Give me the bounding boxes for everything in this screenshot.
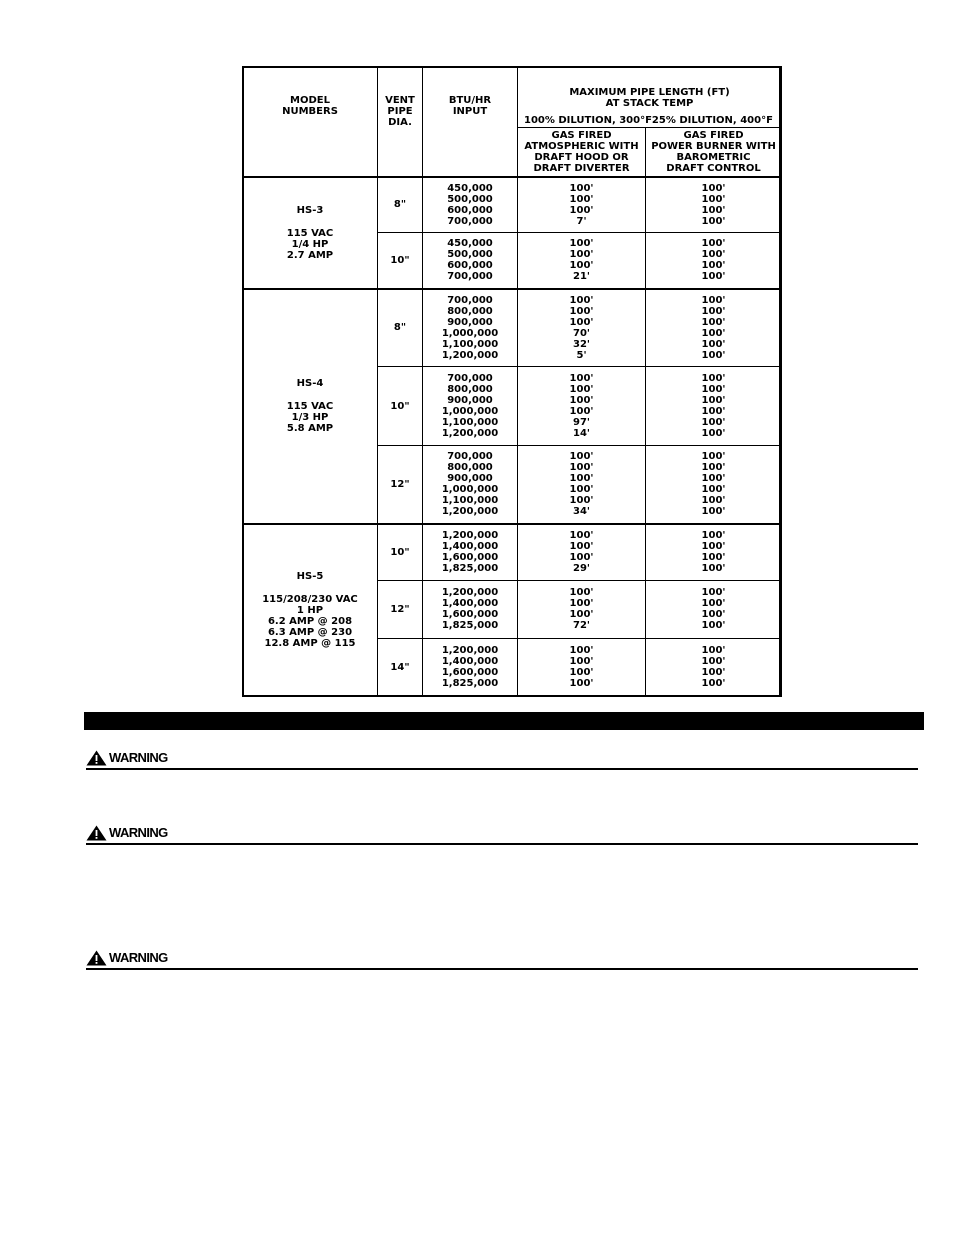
- atmospheric-length-cell: 100' 100' 100' 21': [518, 232, 646, 288]
- power-burner-length-cell: 100' 100' 100' 100': [646, 524, 782, 581]
- table-row: [243, 177, 782, 232]
- warning-triangle-icon: [86, 950, 107, 966]
- section-header-bar: [84, 712, 924, 730]
- header-model-numbers: MODEL NUMBERS: [243, 67, 378, 178]
- header-gas-fired-atmospheric: GAS FIRED ATMOSPHERIC WITH DRAFT HOOD OR DRAFT DIVERTER: [518, 128, 646, 177]
- btu-input-cell: 700,000 800,000 900,000 1,000,000 1,100,000 1,200,000: [423, 445, 518, 523]
- vent-diameter-cell: 12": [378, 445, 423, 523]
- power-burner-length-cell: 100' 100' 100' 100': [646, 232, 782, 288]
- table-row: [243, 289, 782, 367]
- model-cell: [243, 524, 378, 697]
- model-number: HS-5: [296, 571, 324, 583]
- vent-diameter-cell: 8": [378, 289, 423, 367]
- table-row: [243, 524, 782, 581]
- atmospheric-length-cell: 100' 100' 100' 7': [518, 177, 646, 232]
- btu-input-cell: 700,000 800,000 900,000 1,000,000 1,100,000 1,200,000: [423, 289, 518, 367]
- header-dilution: 100% DILUTION, 300°F25% DILUTION, 400°F: [518, 115, 782, 128]
- model-number: HS-3: [296, 204, 324, 216]
- model-cell: [243, 289, 378, 524]
- warning-label: WARNING: [109, 825, 168, 840]
- model-cell: [243, 177, 378, 289]
- header-gas-fired-power-burner: GAS FIRED POWER BURNER WITH BAROMETRIC DRAFT CONTROL: [646, 128, 782, 177]
- atmospheric-length-cell: 100' 100' 100' 70' 32' 5': [518, 289, 646, 367]
- atmospheric-length-cell: 100' 100' 100' 100': [518, 638, 646, 696]
- vent-diameter-cell: 14": [378, 638, 423, 696]
- power-burner-length-cell: 100' 100' 100' 100' 100' 100': [646, 289, 782, 367]
- warning-label: WARNING: [109, 750, 168, 765]
- atmospheric-length-cell: 100' 100' 100' 72': [518, 581, 646, 638]
- power-burner-length-cell: 100' 100' 100' 100': [646, 638, 782, 696]
- model-electrical-spec: 115 VAC 1/3 HP 5.8 AMP: [286, 401, 334, 435]
- power-burner-length-cell: 100' 100' 100' 100' 100' 100': [646, 445, 782, 523]
- warning-heading-3: [86, 950, 918, 970]
- vent-pipe-length-table: [242, 66, 782, 697]
- warning-heading-1: [86, 750, 918, 770]
- atmospheric-length-cell: 100' 100' 100' 100' 97' 14': [518, 367, 646, 445]
- btu-input-cell: 1,200,000 1,400,000 1,600,000 1,825,000: [423, 638, 518, 696]
- vent-diameter-cell: 10": [378, 232, 423, 288]
- btu-input-cell: 1,200,000 1,400,000 1,600,000 1,825,000: [423, 581, 518, 638]
- btu-input-cell: 450,000 500,000 600,000 700,000: [423, 177, 518, 232]
- header-vent-pipe-dia: VENT PIPE DIA.: [378, 67, 423, 178]
- model-number: HS-4: [296, 378, 324, 390]
- model-electrical-spec: 115 VAC 1/4 HP 2.7 AMP: [286, 227, 334, 261]
- warning-triangle-icon: [86, 750, 107, 766]
- warning-heading-2: [86, 825, 918, 845]
- model-electrical-spec: 115/208/230 VAC 1 HP 6.2 AMP @ 208 6.3 AMP @ 230 12.8 AMP @ 115: [262, 594, 358, 650]
- atmospheric-length-cell: 100' 100' 100' 100' 100' 34': [518, 445, 646, 523]
- power-burner-length-cell: 100' 100' 100' 100': [646, 581, 782, 638]
- header-btu-input: BTU/HR INPUT: [423, 67, 518, 178]
- warning-triangle-icon: [86, 825, 107, 841]
- btu-input-cell: 1,200,000 1,400,000 1,600,000 1,825,000: [423, 524, 518, 581]
- power-burner-length-cell: 100' 100' 100' 100': [646, 177, 782, 232]
- vent-diameter-cell: 10": [378, 524, 423, 581]
- warning-label: WARNING: [109, 950, 168, 965]
- btu-input-cell: 700,000 800,000 900,000 1,000,000 1,100,000 1,200,000: [423, 367, 518, 445]
- btu-input-cell: 450,000 500,000 600,000 700,000: [423, 232, 518, 288]
- atmospheric-length-cell: 100' 100' 100' 29': [518, 524, 646, 581]
- vent-diameter-cell: 8": [378, 177, 423, 232]
- vent-diameter-cell: 12": [378, 581, 423, 638]
- power-burner-length-cell: 100' 100' 100' 100' 100' 100': [646, 367, 782, 445]
- vent-diameter-cell: 10": [378, 367, 423, 445]
- header-max-pipe-length: MAXIMUM PIPE LENGTH (FT) AT STACK TEMP: [518, 67, 782, 115]
